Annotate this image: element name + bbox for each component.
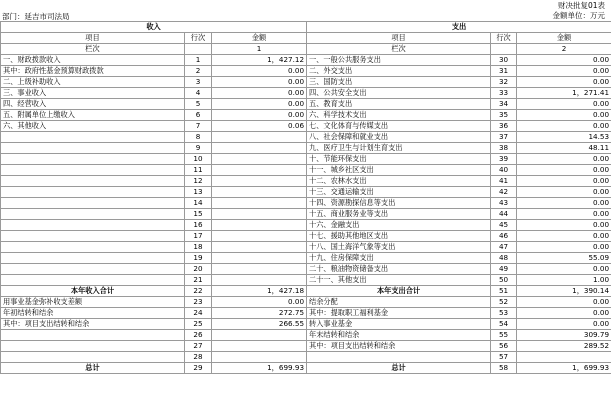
expense-item-cell: 本年支出合计 bbox=[307, 286, 491, 297]
income-rowno-cell: 3 bbox=[185, 77, 212, 88]
income-amount-cell: 0.00 bbox=[212, 99, 307, 110]
expense-item-cell: 其中：项目支出结转和结余 bbox=[307, 341, 491, 352]
expense-item-cell: 十四、资源勘探信息等支出 bbox=[307, 198, 491, 209]
form-code: 财决批复01表 bbox=[557, 1, 605, 10]
column-header-row bbox=[1, 33, 611, 44]
table-row bbox=[1, 132, 611, 143]
expense-item-cell: 十、节能环保支出 bbox=[307, 154, 491, 165]
income-amount-cell: 0.00 bbox=[212, 66, 307, 77]
expense-rowno-header: 行次 bbox=[491, 33, 517, 44]
table-row bbox=[1, 297, 611, 308]
expense-rowno-cell: 30 bbox=[491, 55, 517, 66]
expense-item-cell: 二、外交支出 bbox=[307, 66, 491, 77]
income-item-cell bbox=[1, 165, 185, 176]
expense-rowno-cell: 54 bbox=[491, 319, 517, 330]
income-rowno-header: 行次 bbox=[185, 33, 212, 44]
income-amount-cell bbox=[212, 341, 307, 352]
income-amount-cell bbox=[212, 352, 307, 363]
expense-amount-cell: 0.00 bbox=[517, 121, 611, 132]
expense-rowno-cell: 32 bbox=[491, 77, 517, 88]
expense-item-cell: 十八、国土海洋气象等支出 bbox=[307, 242, 491, 253]
column-number-row bbox=[1, 44, 611, 55]
income-rowno-cell: 17 bbox=[185, 231, 212, 242]
income-item-cell bbox=[1, 209, 185, 220]
table-body bbox=[1, 22, 611, 374]
income-item-cell: 用事业基金弥补收支差额 bbox=[1, 297, 185, 308]
expense-item-cell: 十一、城乡社区支出 bbox=[307, 165, 491, 176]
expense-item-cell: 二十、粮油物资储备支出 bbox=[307, 264, 491, 275]
expense-amount-cell: 309.79 bbox=[517, 330, 611, 341]
income-rowno-cell: 13 bbox=[185, 187, 212, 198]
expense-rowno-cell: 55 bbox=[491, 330, 517, 341]
income-item-header: 项目 bbox=[1, 33, 185, 44]
income-amount-cell bbox=[212, 143, 307, 154]
income-item-cell: 一、财政拨款收入 bbox=[1, 55, 185, 66]
table-row bbox=[1, 77, 611, 88]
income-item-cell bbox=[1, 176, 185, 187]
income-amount-cell: 1，427.12 bbox=[212, 55, 307, 66]
table-row bbox=[1, 209, 611, 220]
income-item-cell: 其中：政府性基金预算财政拨款 bbox=[1, 66, 185, 77]
table-row bbox=[1, 363, 611, 374]
income-item-cell bbox=[1, 198, 185, 209]
expense-item-cell bbox=[307, 352, 491, 363]
expense-amount-cell: 0.00 bbox=[517, 319, 611, 330]
expense-rowno-cell: 35 bbox=[491, 110, 517, 121]
income-colno-value: 1 bbox=[212, 44, 307, 55]
income-amount-cell bbox=[212, 198, 307, 209]
expense-rowno-cell: 53 bbox=[491, 308, 517, 319]
expense-amount-cell: 0.00 bbox=[517, 165, 611, 176]
income-rowno-cell: 1 bbox=[185, 55, 212, 66]
expense-item-header: 项目 bbox=[307, 33, 491, 44]
table-row bbox=[1, 220, 611, 231]
expense-amount-cell: 0.00 bbox=[517, 187, 611, 198]
income-item-cell: 年初结转和结余 bbox=[1, 308, 185, 319]
income-amount-cell: 0.06 bbox=[212, 121, 307, 132]
income-rowno-cell: 20 bbox=[185, 264, 212, 275]
income-rowno-cell: 14 bbox=[185, 198, 212, 209]
table-row bbox=[1, 352, 611, 363]
expense-item-cell: 十三、交通运输支出 bbox=[307, 187, 491, 198]
expense-rowno-cell: 34 bbox=[491, 99, 517, 110]
income-item-cell: 二、上级补助收入 bbox=[1, 77, 185, 88]
table-row bbox=[1, 110, 611, 121]
income-amount-cell bbox=[212, 165, 307, 176]
table-row bbox=[1, 176, 611, 187]
table-row bbox=[1, 99, 611, 110]
table-row bbox=[1, 198, 611, 209]
expense-amount-cell: 0.00 bbox=[517, 209, 611, 220]
expense-amount-cell: 0.00 bbox=[517, 110, 611, 121]
income-amount-cell bbox=[212, 132, 307, 143]
expense-rowno-cell: 41 bbox=[491, 176, 517, 187]
income-amount-cell bbox=[212, 187, 307, 198]
income-item-cell bbox=[1, 132, 185, 143]
income-rowno-cell: 4 bbox=[185, 88, 212, 99]
expense-colno-blank bbox=[491, 44, 517, 55]
table-row bbox=[1, 165, 611, 176]
income-item-cell bbox=[1, 330, 185, 341]
income-item-cell bbox=[1, 275, 185, 286]
expense-rowno-cell: 37 bbox=[491, 132, 517, 143]
section-header-row bbox=[1, 22, 611, 33]
expense-amount-cell: 1，271.41 bbox=[517, 88, 611, 99]
department-label: 部门：延吉市司法局 bbox=[2, 12, 70, 21]
income-amount-cell: 272.75 bbox=[212, 308, 307, 319]
table-row bbox=[1, 55, 611, 66]
income-item-cell bbox=[1, 242, 185, 253]
expense-amount-cell: 0.00 bbox=[517, 99, 611, 110]
expense-amount-cell: 1，390.14 bbox=[517, 286, 611, 297]
expense-rowno-cell: 50 bbox=[491, 275, 517, 286]
income-rowno-cell: 21 bbox=[185, 275, 212, 286]
expense-rowno-cell: 43 bbox=[491, 198, 517, 209]
income-rowno-cell: 9 bbox=[185, 143, 212, 154]
expense-rowno-cell: 52 bbox=[491, 297, 517, 308]
income-rowno-cell: 8 bbox=[185, 132, 212, 143]
table-row bbox=[1, 231, 611, 242]
income-amount-cell bbox=[212, 264, 307, 275]
table-row bbox=[1, 143, 611, 154]
expense-amount-cell: 0.00 bbox=[517, 308, 611, 319]
income-amount-cell bbox=[212, 176, 307, 187]
expense-amount-cell: 0.00 bbox=[517, 176, 611, 187]
expense-item-cell: 年末结转和结余 bbox=[307, 330, 491, 341]
expense-item-cell: 十二、农林水支出 bbox=[307, 176, 491, 187]
expense-amount-cell: 0.00 bbox=[517, 154, 611, 165]
income-item-cell bbox=[1, 253, 185, 264]
expense-amount-cell: 0.00 bbox=[517, 55, 611, 66]
expense-amount-cell: 0.00 bbox=[517, 297, 611, 308]
income-rowno-cell: 29 bbox=[185, 363, 212, 374]
unit-note: 金额单位：万元 bbox=[552, 11, 605, 20]
expense-rowno-cell: 58 bbox=[491, 363, 517, 374]
income-amount-cell bbox=[212, 275, 307, 286]
income-rowno-cell: 7 bbox=[185, 121, 212, 132]
expense-rowno-cell: 33 bbox=[491, 88, 517, 99]
income-amount-cell: 266.55 bbox=[212, 319, 307, 330]
income-colno-label: 栏次 bbox=[1, 44, 185, 55]
income-rowno-cell: 16 bbox=[185, 220, 212, 231]
expense-item-cell: 十六、金融支出 bbox=[307, 220, 491, 231]
expense-item-cell: 其中：提取职工福利基金 bbox=[307, 308, 491, 319]
expense-rowno-cell: 47 bbox=[491, 242, 517, 253]
expense-amount-cell: 0.00 bbox=[517, 231, 611, 242]
expense-amount-cell: 0.00 bbox=[517, 220, 611, 231]
income-rowno-cell: 5 bbox=[185, 99, 212, 110]
expense-rowno-cell: 49 bbox=[491, 264, 517, 275]
expense-rowno-cell: 38 bbox=[491, 143, 517, 154]
expense-item-cell: 转入事业基金 bbox=[307, 319, 491, 330]
expense-item-cell: 九、医疗卫生与计划生育支出 bbox=[307, 143, 491, 154]
income-rowno-cell: 12 bbox=[185, 176, 212, 187]
expense-rowno-cell: 51 bbox=[491, 286, 517, 297]
income-item-cell bbox=[1, 187, 185, 198]
income-amount-header: 金额 bbox=[212, 33, 307, 44]
income-amount-cell: 0.00 bbox=[212, 297, 307, 308]
expense-amount-header: 金额 bbox=[517, 33, 611, 44]
table-row bbox=[1, 66, 611, 77]
income-rowno-cell: 6 bbox=[185, 110, 212, 121]
income-item-cell bbox=[1, 143, 185, 154]
expense-item-cell: 十九、住房保障支出 bbox=[307, 253, 491, 264]
income-amount-cell bbox=[212, 242, 307, 253]
income-rowno-cell: 10 bbox=[185, 154, 212, 165]
income-amount-cell: 0.00 bbox=[212, 77, 307, 88]
expense-amount-cell: 0.00 bbox=[517, 66, 611, 77]
table-row bbox=[1, 308, 611, 319]
income-item-cell: 总计 bbox=[1, 363, 185, 374]
income-section-header: 收入 bbox=[1, 22, 307, 33]
income-amount-cell bbox=[212, 253, 307, 264]
expense-amount-cell: 48.11 bbox=[517, 143, 611, 154]
income-amount-cell bbox=[212, 231, 307, 242]
income-amount-cell: 0.00 bbox=[212, 110, 307, 121]
table-row bbox=[1, 286, 611, 297]
table-row bbox=[1, 253, 611, 264]
budget-table bbox=[0, 21, 611, 374]
income-amount-cell: 1，699.93 bbox=[212, 363, 307, 374]
income-rowno-cell: 27 bbox=[185, 341, 212, 352]
table-row bbox=[1, 275, 611, 286]
income-item-cell bbox=[1, 220, 185, 231]
table-row bbox=[1, 88, 611, 99]
expense-amount-cell: 1.00 bbox=[517, 275, 611, 286]
expense-item-cell: 四、公共安全支出 bbox=[307, 88, 491, 99]
expense-colno-value: 2 bbox=[517, 44, 611, 55]
income-rowno-cell: 25 bbox=[185, 319, 212, 330]
expense-item-cell: 一、一般公共服务支出 bbox=[307, 55, 491, 66]
income-item-cell: 五、附属单位上缴收入 bbox=[1, 110, 185, 121]
expense-rowno-cell: 56 bbox=[491, 341, 517, 352]
table-row bbox=[1, 264, 611, 275]
income-amount-cell bbox=[212, 154, 307, 165]
income-rowno-cell: 2 bbox=[185, 66, 212, 77]
table-row bbox=[1, 341, 611, 352]
income-item-cell: 六、其他收入 bbox=[1, 121, 185, 132]
table-row bbox=[1, 242, 611, 253]
expense-item-cell: 五、教育支出 bbox=[307, 99, 491, 110]
income-rowno-cell: 19 bbox=[185, 253, 212, 264]
expense-amount-cell: 1，699.93 bbox=[517, 363, 611, 374]
income-item-cell bbox=[1, 264, 185, 275]
expense-item-cell: 三、国防支出 bbox=[307, 77, 491, 88]
income-amount-cell: 0.00 bbox=[212, 88, 307, 99]
expense-rowno-cell: 42 bbox=[491, 187, 517, 198]
income-item-cell: 三、事业收入 bbox=[1, 88, 185, 99]
expense-item-cell: 结余分配 bbox=[307, 297, 491, 308]
expense-item-cell: 八、社会保障和就业支出 bbox=[307, 132, 491, 143]
expense-rowno-cell: 46 bbox=[491, 231, 517, 242]
income-amount-cell bbox=[212, 220, 307, 231]
income-item-cell: 其中：项目支出结转和结余 bbox=[1, 319, 185, 330]
income-rowno-cell: 15 bbox=[185, 209, 212, 220]
income-rowno-cell: 23 bbox=[185, 297, 212, 308]
income-item-cell bbox=[1, 231, 185, 242]
expense-amount-cell: 0.00 bbox=[517, 198, 611, 209]
expense-amount-cell: 0.00 bbox=[517, 77, 611, 88]
income-rowno-cell: 26 bbox=[185, 330, 212, 341]
income-colno-blank bbox=[185, 44, 212, 55]
table-row bbox=[1, 154, 611, 165]
expense-rowno-cell: 44 bbox=[491, 209, 517, 220]
expense-amount-cell: 0.00 bbox=[517, 242, 611, 253]
income-rowno-cell: 28 bbox=[185, 352, 212, 363]
income-item-cell bbox=[1, 154, 185, 165]
income-item-cell bbox=[1, 352, 185, 363]
expense-amount-cell: 0.00 bbox=[517, 264, 611, 275]
income-amount-cell bbox=[212, 330, 307, 341]
income-rowno-cell: 22 bbox=[185, 286, 212, 297]
expense-rowno-cell: 48 bbox=[491, 253, 517, 264]
expense-rowno-cell: 39 bbox=[491, 154, 517, 165]
report-header-right bbox=[553, 1, 606, 21]
expense-section-header: 支出 bbox=[307, 22, 611, 33]
expense-amount-cell: 289.52 bbox=[517, 341, 611, 352]
income-item-cell bbox=[1, 341, 185, 352]
income-item-cell: 四、经营收入 bbox=[1, 99, 185, 110]
income-rowno-cell: 24 bbox=[185, 308, 212, 319]
expense-item-cell: 二十一、其他支出 bbox=[307, 275, 491, 286]
expense-rowno-cell: 31 bbox=[491, 66, 517, 77]
income-amount-cell bbox=[212, 209, 307, 220]
expense-rowno-cell: 57 bbox=[491, 352, 517, 363]
income-amount-cell: 1，427.18 bbox=[212, 286, 307, 297]
expense-item-cell: 十七、援助其他地区支出 bbox=[307, 231, 491, 242]
expense-item-cell: 六、科学技术支出 bbox=[307, 110, 491, 121]
table-row bbox=[1, 121, 611, 132]
table-row bbox=[1, 187, 611, 198]
income-rowno-cell: 11 bbox=[185, 165, 212, 176]
expense-amount-cell: 55.09 bbox=[517, 253, 611, 264]
expense-rowno-cell: 40 bbox=[491, 165, 517, 176]
expense-rowno-cell: 36 bbox=[491, 121, 517, 132]
table-row bbox=[1, 330, 611, 341]
expense-amount-cell: 14.53 bbox=[517, 132, 611, 143]
expense-item-cell: 七、文化体育与传媒支出 bbox=[307, 121, 491, 132]
expense-item-cell: 十五、商业服务业等支出 bbox=[307, 209, 491, 220]
expense-item-cell: 总计 bbox=[307, 363, 491, 374]
income-rowno-cell: 18 bbox=[185, 242, 212, 253]
expense-rowno-cell: 45 bbox=[491, 220, 517, 231]
income-item-cell: 本年收入合计 bbox=[1, 286, 185, 297]
table-row bbox=[1, 319, 611, 330]
expense-colno-label: 栏次 bbox=[307, 44, 491, 55]
expense-amount-cell bbox=[517, 352, 611, 363]
